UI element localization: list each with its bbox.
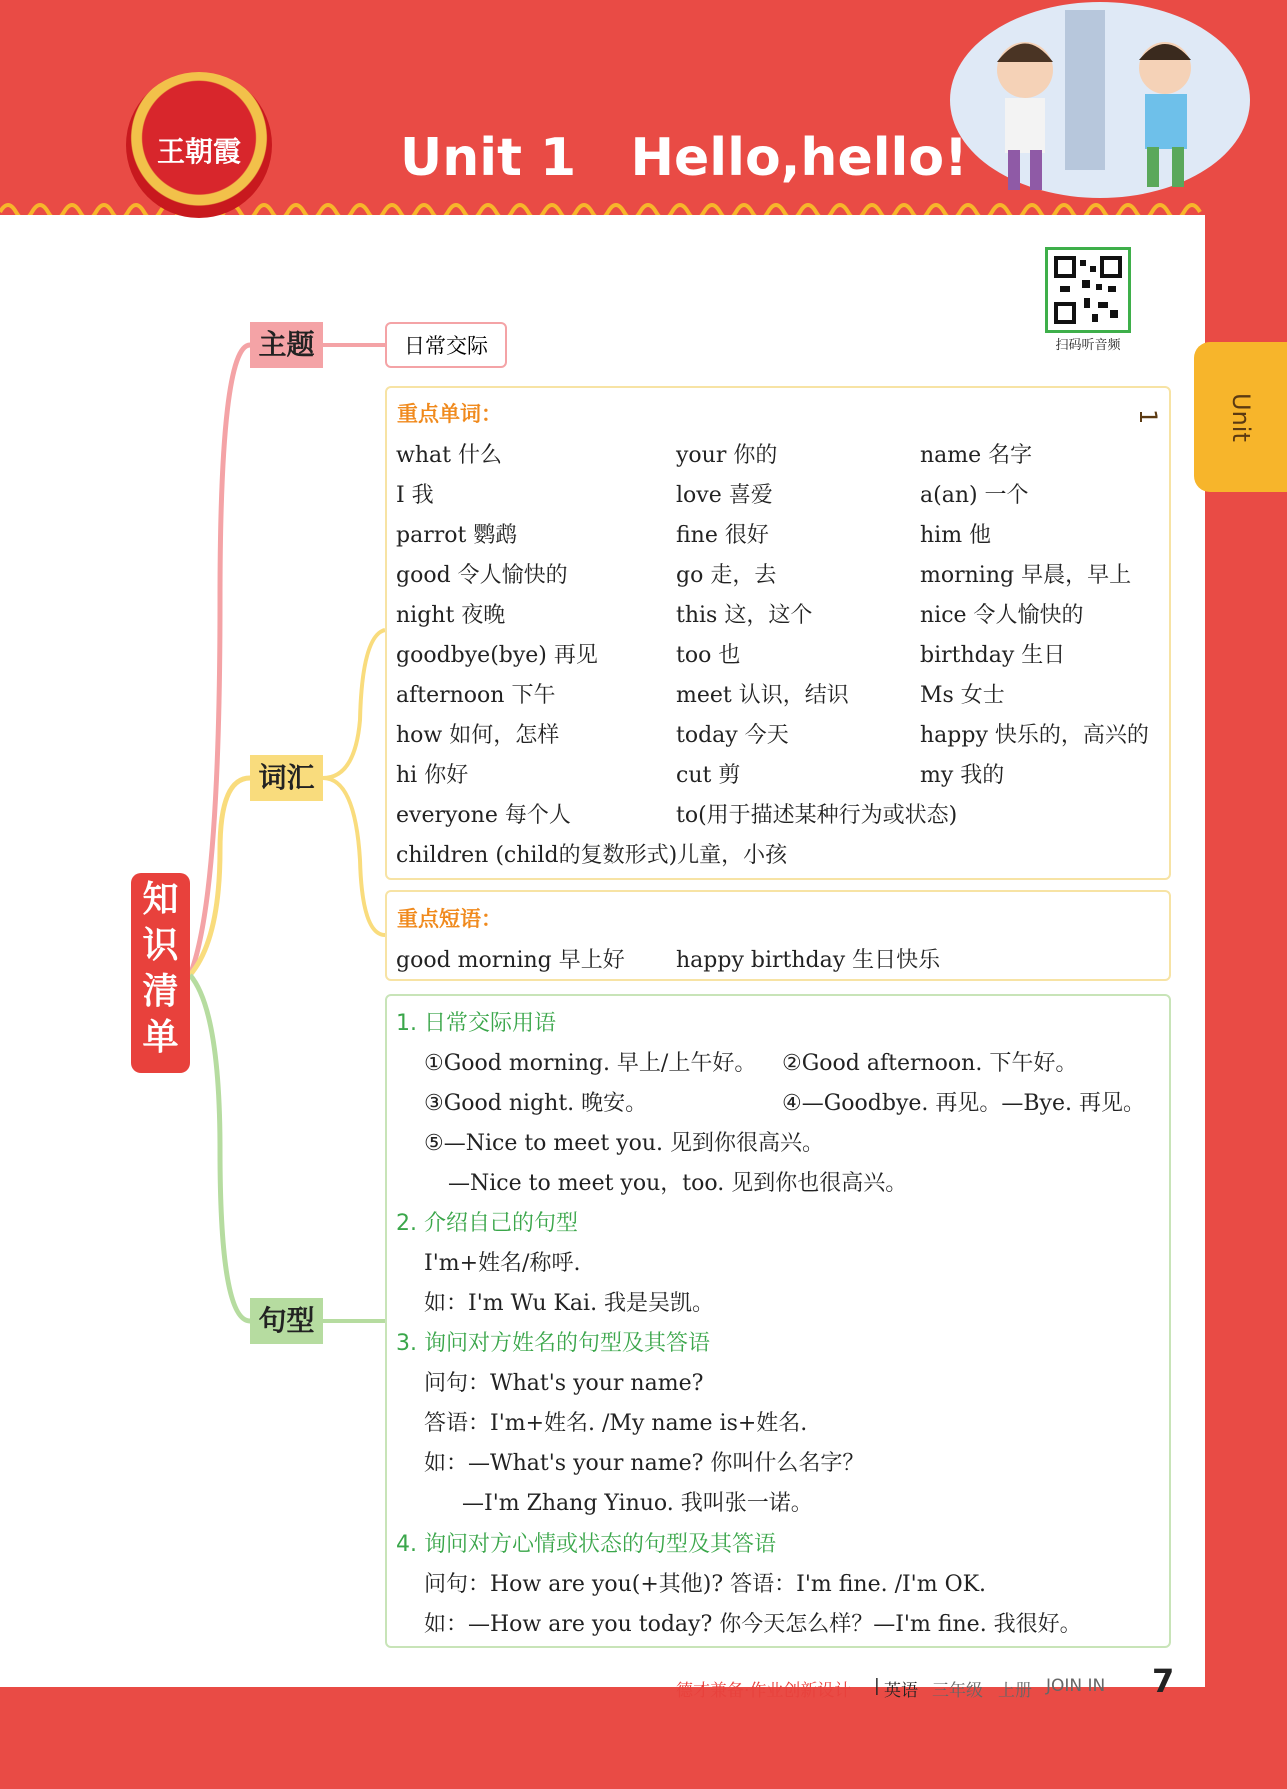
page-title: Unit 1 Hello,hello! (400, 128, 968, 188)
sentence-line: 如：—What's your name? 你叫什么名字？ (424, 1451, 865, 1476)
word-item: happy 快乐的，高兴的 (920, 723, 1149, 748)
category-sentences: 句型 (250, 1298, 323, 1344)
footer-edition: JOIN IN (1046, 1676, 1106, 1696)
footer-grade: 三年级 (932, 1681, 983, 1701)
sentence-line: 问句：What's your name? (424, 1371, 704, 1396)
sentence-group-heading: 1. 日常交际用语 (396, 1011, 556, 1036)
word-item: this 这，这个 (676, 603, 813, 628)
theme-value: 日常交际 (385, 322, 507, 368)
word-item: to(用于描述某种行为或状态) (676, 803, 958, 828)
word-item: everyone 每个人 (396, 803, 571, 828)
unit-side-tab[interactable] (1134, 342, 1287, 492)
key-phrases-heading: 重点短语： (397, 907, 502, 931)
word-item: birthday 生日 (920, 643, 1066, 668)
sentence-line: —I'm Zhang Yinuo. 我叫张一诺。 (462, 1491, 813, 1516)
qr-label: 扫码听音频 (1055, 338, 1121, 353)
bottom-band (0, 1705, 1287, 1789)
sentence-line: 答语：I'm+姓名. /My name is+姓名. (424, 1411, 808, 1436)
sentence-group-heading: 2. 介绍自己的句型 (396, 1211, 578, 1236)
sentence-line: 如：—How are you today? 你今天怎么样？—I'm fine. 我很好。 (424, 1612, 1082, 1637)
sentence-line: ①Good morning. 早上/上午好。 (424, 1051, 757, 1076)
word-item: cut 剪 (676, 763, 741, 788)
word-item: I 我 (396, 483, 434, 508)
word-item: nice 令人愉快的 (920, 603, 1084, 628)
word-item: parrot 鹦鹉 (396, 523, 518, 548)
footer-separator: | (874, 1676, 880, 1696)
sentence-line: 问句：How are you(+其他)? 答语：I'm fine. /I'm OK. (424, 1572, 987, 1597)
word-item: name 名字 (920, 443, 1033, 468)
word-item: him 他 (920, 523, 992, 548)
word-item: how 如何，怎样 (396, 723, 560, 748)
key-words-heading: 重点单词： (397, 402, 502, 426)
qr-code[interactable] (1045, 247, 1131, 333)
word-item: a(an) 一个 (920, 483, 1029, 508)
sentence-line: ②Good afternoon. 下午好。 (782, 1051, 1078, 1076)
footer-subject: 英语 (884, 1681, 918, 1701)
category-theme: 主题 (250, 322, 323, 368)
word-item: hi 你好 (396, 763, 469, 788)
word-item: meet 认识，结识 (676, 683, 849, 708)
word-item: what 什么 (396, 443, 502, 468)
word-item: today 今天 (676, 723, 789, 748)
word-item: my 我的 (920, 763, 1005, 788)
sentence-line: ④—Goodbye. 再见。—Bye. 再见。 (782, 1091, 1145, 1116)
knowledge-list-label: 知识清单 (131, 873, 190, 1073)
word-item: go 走，去 (676, 563, 777, 588)
sentence-line: ⑤—Nice to meet you. 见到你很高兴。 (424, 1131, 824, 1156)
category-vocab: 词汇 (250, 755, 323, 801)
phrase-item: happy birthday 生日快乐 (676, 948, 941, 973)
word-item: morning 早晨，早上 (920, 563, 1132, 588)
page-number: 7 (1152, 1662, 1175, 1700)
word-item: afternoon 下午 (396, 683, 556, 708)
word-item: children (child的复数形式)儿童，小孩 (396, 843, 788, 868)
word-item: fine 很好 (676, 523, 769, 548)
sentence-line: ③Good night. 晚安。 (424, 1091, 648, 1116)
footer-term: 上册 (998, 1681, 1032, 1701)
logo-text: 王朝霞 (156, 135, 241, 168)
sentence-group-heading: 3. 询问对方姓名的句型及其答语 (396, 1331, 710, 1356)
word-item: love 喜爱 (676, 483, 773, 508)
word-item: too 也 (676, 643, 741, 668)
brand-logo (126, 72, 272, 218)
word-item: goodbye(bye) 再见 (396, 643, 598, 668)
sentence-line: I'm+姓名/称呼. (424, 1251, 581, 1276)
phrase-item: good morning 早上好 (396, 948, 625, 973)
unit-side-tab-label: Unit 1 (1134, 392, 1255, 442)
word-item: good 令人愉快的 (396, 563, 568, 588)
word-item: Ms 女士 (920, 683, 1005, 708)
sentence-line: 如：I'm Wu Kai. 我是吴凯。 (424, 1291, 715, 1316)
word-item: night 夜晚 (396, 603, 506, 628)
footer-series: 德才兼备·作业创新设计 (676, 1681, 852, 1701)
cartoon-children-illustration (950, 0, 1250, 200)
sentence-line: —Nice to meet you，too. 见到你也很高兴。 (448, 1171, 908, 1196)
sentence-group-heading: 4. 询问对方心情或状态的句型及其答语 (396, 1532, 776, 1557)
word-item: your 你的 (676, 443, 778, 468)
